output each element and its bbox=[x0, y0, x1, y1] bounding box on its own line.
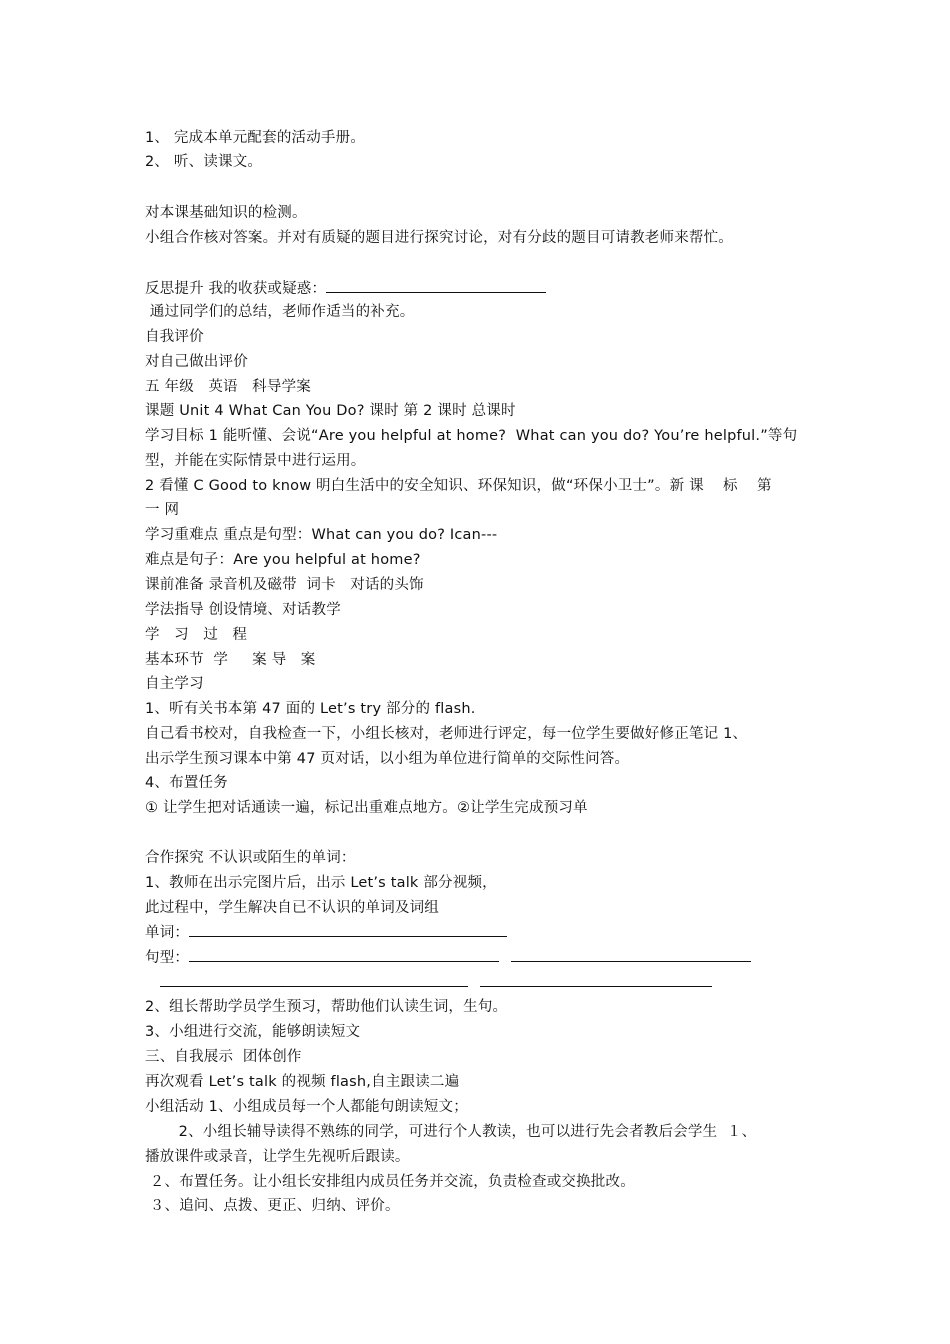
text-line: 小组活动 1、小组成员每一个人都能句朗读短文； bbox=[145, 1099, 468, 1115]
text-line: 学 习 过 程 bbox=[145, 627, 248, 643]
text-line: 型，并能在实际情景中进行运用。 bbox=[145, 453, 366, 469]
text-line: 通过同学们的总结，老师作适当的补充。 bbox=[145, 304, 415, 320]
sentence-blank bbox=[160, 972, 468, 987]
text-line: 对本课基础知识的检测。 bbox=[145, 205, 307, 221]
text-line: ① 让学生把对话通读一遍，标记出重难点地方。②让学生完成预习单 bbox=[145, 800, 588, 816]
text-line: 2、组长帮助学员学生预习，帮助他们认读生词，生句。 bbox=[145, 999, 508, 1015]
text-line: 再次观看 Let’s talk 的视频 flash,自主跟读二遍 bbox=[145, 1074, 460, 1090]
sentence-blank bbox=[189, 947, 499, 962]
text-line: 出示学生预习课本中第 47 页对话，以小组为单位进行简单的交际性问答。 bbox=[145, 751, 630, 767]
text-line: 学法指导 创设情境、对话教学 bbox=[145, 602, 341, 618]
text-line: ２、布置任务。让小组长安排组内成员任务并交流，负责检查或交换批改。 bbox=[145, 1174, 635, 1190]
text-line: 自主学习 bbox=[145, 676, 204, 692]
text-line: 小组合作核对答案。并对有质疑的题目进行探究讨论，对有分歧的题目可请教老师来帮忙。 bbox=[145, 230, 733, 246]
sentence-line bbox=[145, 947, 751, 968]
text-line: ３、追问、点拨、更正、归纳、评价。 bbox=[145, 1198, 400, 1214]
reflection-label: 反思提升 我的收获或疑惑： bbox=[145, 281, 327, 297]
sentence-label: 句型： bbox=[145, 950, 190, 966]
sentence-blank bbox=[511, 947, 751, 962]
words-label: 单词： bbox=[145, 925, 190, 941]
text-line: 学习目标 1 能听懂、会说“Are you helpful at home? What can you do? You’re helpful.”等句 bbox=[145, 428, 798, 444]
text-line: 学习重难点 重点是句型：What can you do? Ican--- bbox=[145, 527, 498, 543]
text-line: 对自己做出评价 bbox=[145, 354, 248, 370]
text-line: 2、 听、读课文。 bbox=[145, 154, 263, 170]
answer-blank bbox=[326, 278, 546, 293]
words-line bbox=[145, 922, 507, 943]
text-line: 合作探究 不认识或陌生的单词： bbox=[145, 850, 356, 866]
text-line: 课题 Unit 4 What Can You Do? 课时 第 2 课时 总课时 bbox=[145, 403, 516, 419]
text-line: 1、 完成本单元配套的活动手册。 bbox=[145, 130, 366, 146]
text-line: 自己看书校对，自我检查一下，小组长核对，老师进行评定，每一位学生要做好修正笔记 1、 bbox=[145, 726, 748, 742]
text-line: 五 年级 英语 科导学案 bbox=[145, 379, 311, 395]
text-line: 1、听有关书本第 47 面的 Let’s try 部分的 flash. bbox=[145, 701, 476, 717]
words-blank bbox=[189, 922, 507, 937]
text-line: 2、小组长辅导读得不熟练的同学，可进行个人教读，也可以进行先会者教后会学生 １、 bbox=[145, 1124, 757, 1140]
text-line: 播放课件或录音，让学生先视听后跟读。 bbox=[145, 1149, 410, 1165]
reflection-line bbox=[145, 278, 546, 299]
text-line: 一 网 bbox=[145, 502, 180, 518]
text-line: 此过程中，学生解决自已不认识的单词及词组 bbox=[145, 900, 439, 916]
text-line: 难点是句子：Are you helpful at home? bbox=[145, 552, 421, 568]
text-line: 3、小组进行交流，能够朗读短文 bbox=[145, 1024, 361, 1040]
text-line: 三、自我展示 团体创作 bbox=[145, 1049, 302, 1065]
text-line: 1、教师在出示完图片后，出示 Let’s talk 部分视频， bbox=[145, 875, 497, 891]
sentence-blank bbox=[480, 972, 712, 987]
text-line: 课前准备 录音机及磁带 词卡 对话的头饰 bbox=[145, 577, 424, 593]
text-line: 4、布置任务 bbox=[145, 775, 228, 791]
text-line: 2 看懂 C Good to know 明白生活中的安全知识、环保知识，做“环保小卫士”。新 课 标 第 bbox=[145, 478, 772, 494]
text-line: 自我评价 bbox=[145, 329, 204, 345]
text-line: 基本环节 学 案 导 案 bbox=[145, 652, 316, 668]
blank-line bbox=[160, 972, 712, 993]
